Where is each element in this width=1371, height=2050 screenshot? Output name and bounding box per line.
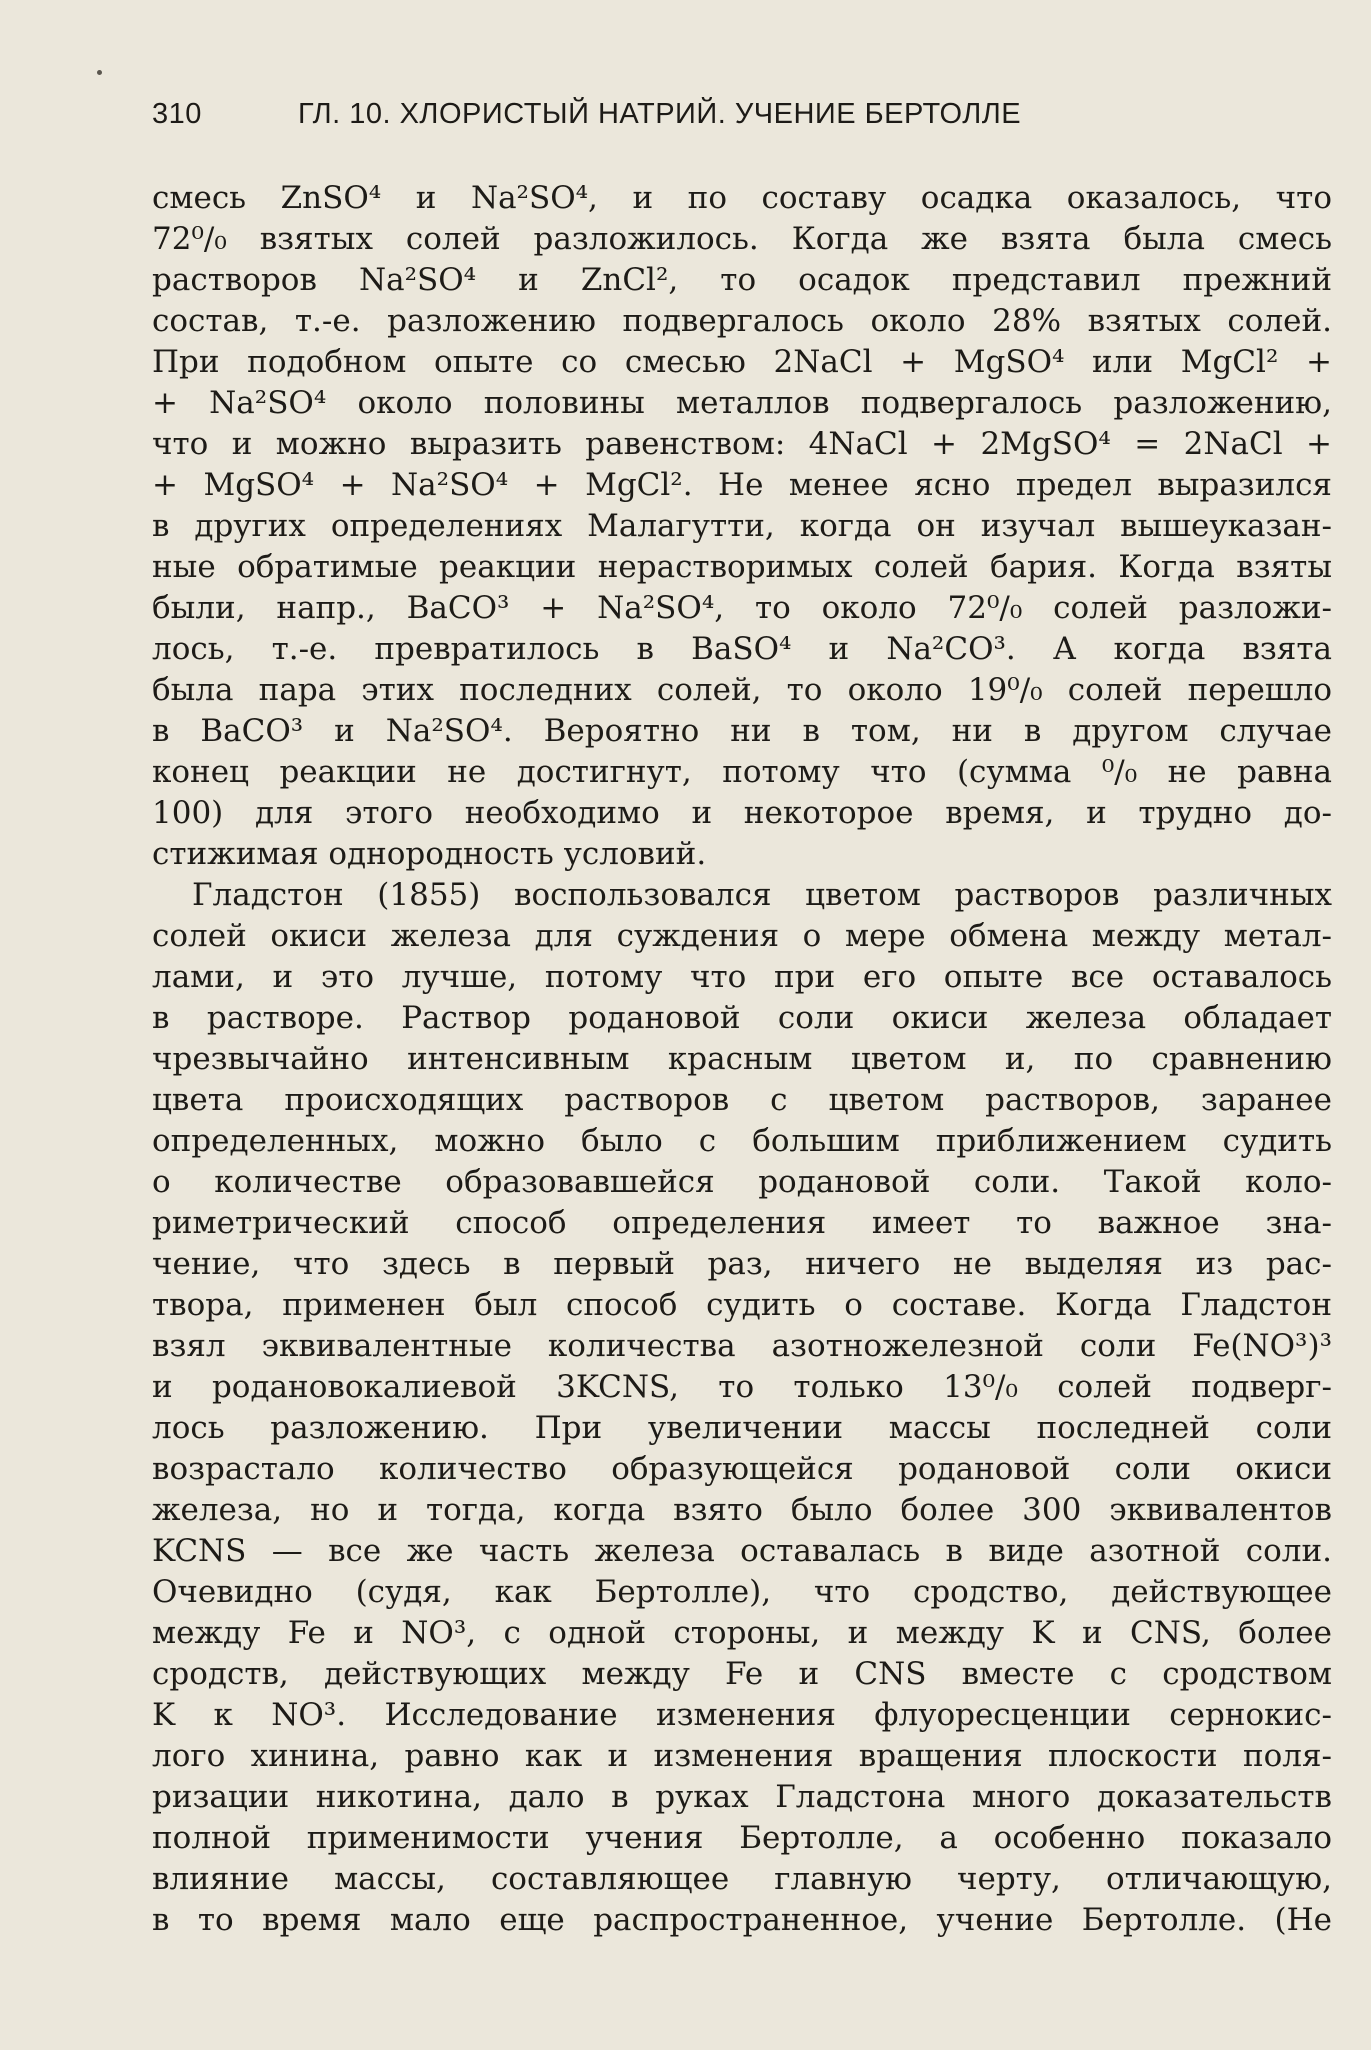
text-line: риметрический способ определения имеет то важное зна- <box>152 1205 1332 1241</box>
text-line: растворов Na²SO⁴ и ZnCl², то осадок представил прежний <box>152 262 1332 298</box>
text-line: + Na²SO⁴ около половины металлов подвергалось разложению, <box>152 385 1332 421</box>
text-line: железа, но и тогда, когда взято было более 300 эквивалентов <box>152 1492 1332 1528</box>
text-line: была пара этих последних солей, то около 19⁰/₀ солей перешло <box>152 672 1332 708</box>
text-line: При подобном опыте со смесью 2NaCl + MgSO⁴ или MgCl² + <box>152 344 1332 380</box>
text-line: солей окиси железа для суждения о мере обмена между метал- <box>152 918 1332 954</box>
text-line: и родановокалиевой 3KCNS, то только 13⁰/₀ солей подверг- <box>152 1369 1332 1405</box>
running-header <box>152 92 1352 136</box>
text-line: в других определениях Малагутти, когда он изучал вышеуказан- <box>152 508 1332 544</box>
text-line: + MgSO⁴ + Na²SO⁴ + MgCl². Не менее ясно предел выразился <box>152 467 1332 503</box>
running-title: ГЛ. 10. ХЛОРИСТЫЙ НАТРИЙ. УЧЕНИЕ БЕРТОЛЛЕ <box>298 98 1022 130</box>
text-line: влияние массы, составляющее главную черту, отличающую, <box>152 1861 1332 1897</box>
text-line: лось разложению. При увеличении массы последней соли <box>152 1410 1332 1446</box>
text-line: ризации никотина, дало в руках Гладстона много доказательств <box>152 1779 1332 1815</box>
text-line: конец реакции не достигнут, потому что (сумма ⁰/₀ не равна <box>152 754 1332 790</box>
text-line: в растворе. Раствор родановой соли окиси железа обладает <box>152 1000 1332 1036</box>
text-line: смесь ZnSO⁴ и Na²SO⁴, и по составу осадка оказалось, что <box>152 180 1332 216</box>
text-line: взял эквивалентные количества азотножелезной соли Fe(NO³)³ <box>152 1328 1332 1364</box>
text-line: ные обратимые реакции нерастворимых солей бария. Когда взяты <box>152 549 1332 585</box>
text-line: сродств, действующих между Fe и CNS вместе с сродством <box>152 1656 1332 1692</box>
text-line: полной применимости учения Бертолле, а особенно показало <box>152 1820 1332 1856</box>
text-line: 100) для этого необходимо и некоторое время, и трудно до- <box>152 795 1332 831</box>
text-line: чрезвычайно интенсивным красным цветом и, по сравнению <box>152 1041 1332 1077</box>
text-line: были, напр., BaCO³ + Na²SO⁴, то около 72⁰/₀ солей разложи- <box>152 590 1332 626</box>
text-line: цвета происходящих растворов с цветом растворов, заранее <box>152 1082 1332 1118</box>
text-line: K к NO³. Исследование изменения флуоресценции сернокис- <box>152 1697 1332 1733</box>
text-line: Очевидно (судя, как Бертолле), что сродство, действующее <box>152 1574 1332 1610</box>
text-line: в BaCO³ и Na²SO⁴. Вероятно ни в том, ни в другом случае <box>152 713 1332 749</box>
text-line: лось, т.-е. превратилось в BaSO⁴ и Na²CO³. А когда взята <box>152 631 1332 667</box>
page-number: 310 <box>152 98 202 130</box>
paragraph-end-line: стижимая однородность условий. <box>152 836 707 872</box>
text-line: о количестве образовавшейся родановой соли. Такой коло- <box>152 1164 1332 1200</box>
text-line: в то время мало еще распространенное, учение Бертолле. (Не <box>152 1902 1332 1938</box>
text-line: что и можно выразить равенством: 4NaCl + 2MgSO⁴ = 2NaCl + <box>152 426 1332 462</box>
text-line: лами, и это лучше, потому что при его опыте все оставалось <box>152 959 1332 995</box>
text-line: состав, т.-е. разложению подвергалось около 28% взятых солей. <box>152 303 1332 339</box>
text-line: лого хинина, равно как и изменения вращения плоскости поля- <box>152 1738 1332 1774</box>
text-line: определенных, можно было с большим приближением судить <box>152 1123 1332 1159</box>
text-line: возрастало количество образующейся родановой соли окиси <box>152 1451 1332 1487</box>
paragraph-first-line: Гладстон (1855) воспользовался цветом растворов различных <box>192 877 1332 913</box>
paper-speck <box>97 70 102 75</box>
text-line: твора, применен был способ судить о составе. Когда Гладстон <box>152 1287 1332 1323</box>
text-line: 72⁰/₀ взятых солей разложилось. Когда же взята была смесь <box>152 221 1332 257</box>
text-line: между Fe и NO³, с одной стороны, и между K и CNS, более <box>152 1615 1332 1651</box>
text-line: KCNS — все же часть железа оставалась в виде азотной соли. <box>152 1533 1332 1569</box>
text-line: чение, что здесь в первый раз, ничего не выделяя из рас- <box>152 1246 1332 1282</box>
page-body <box>152 178 1332 1941</box>
